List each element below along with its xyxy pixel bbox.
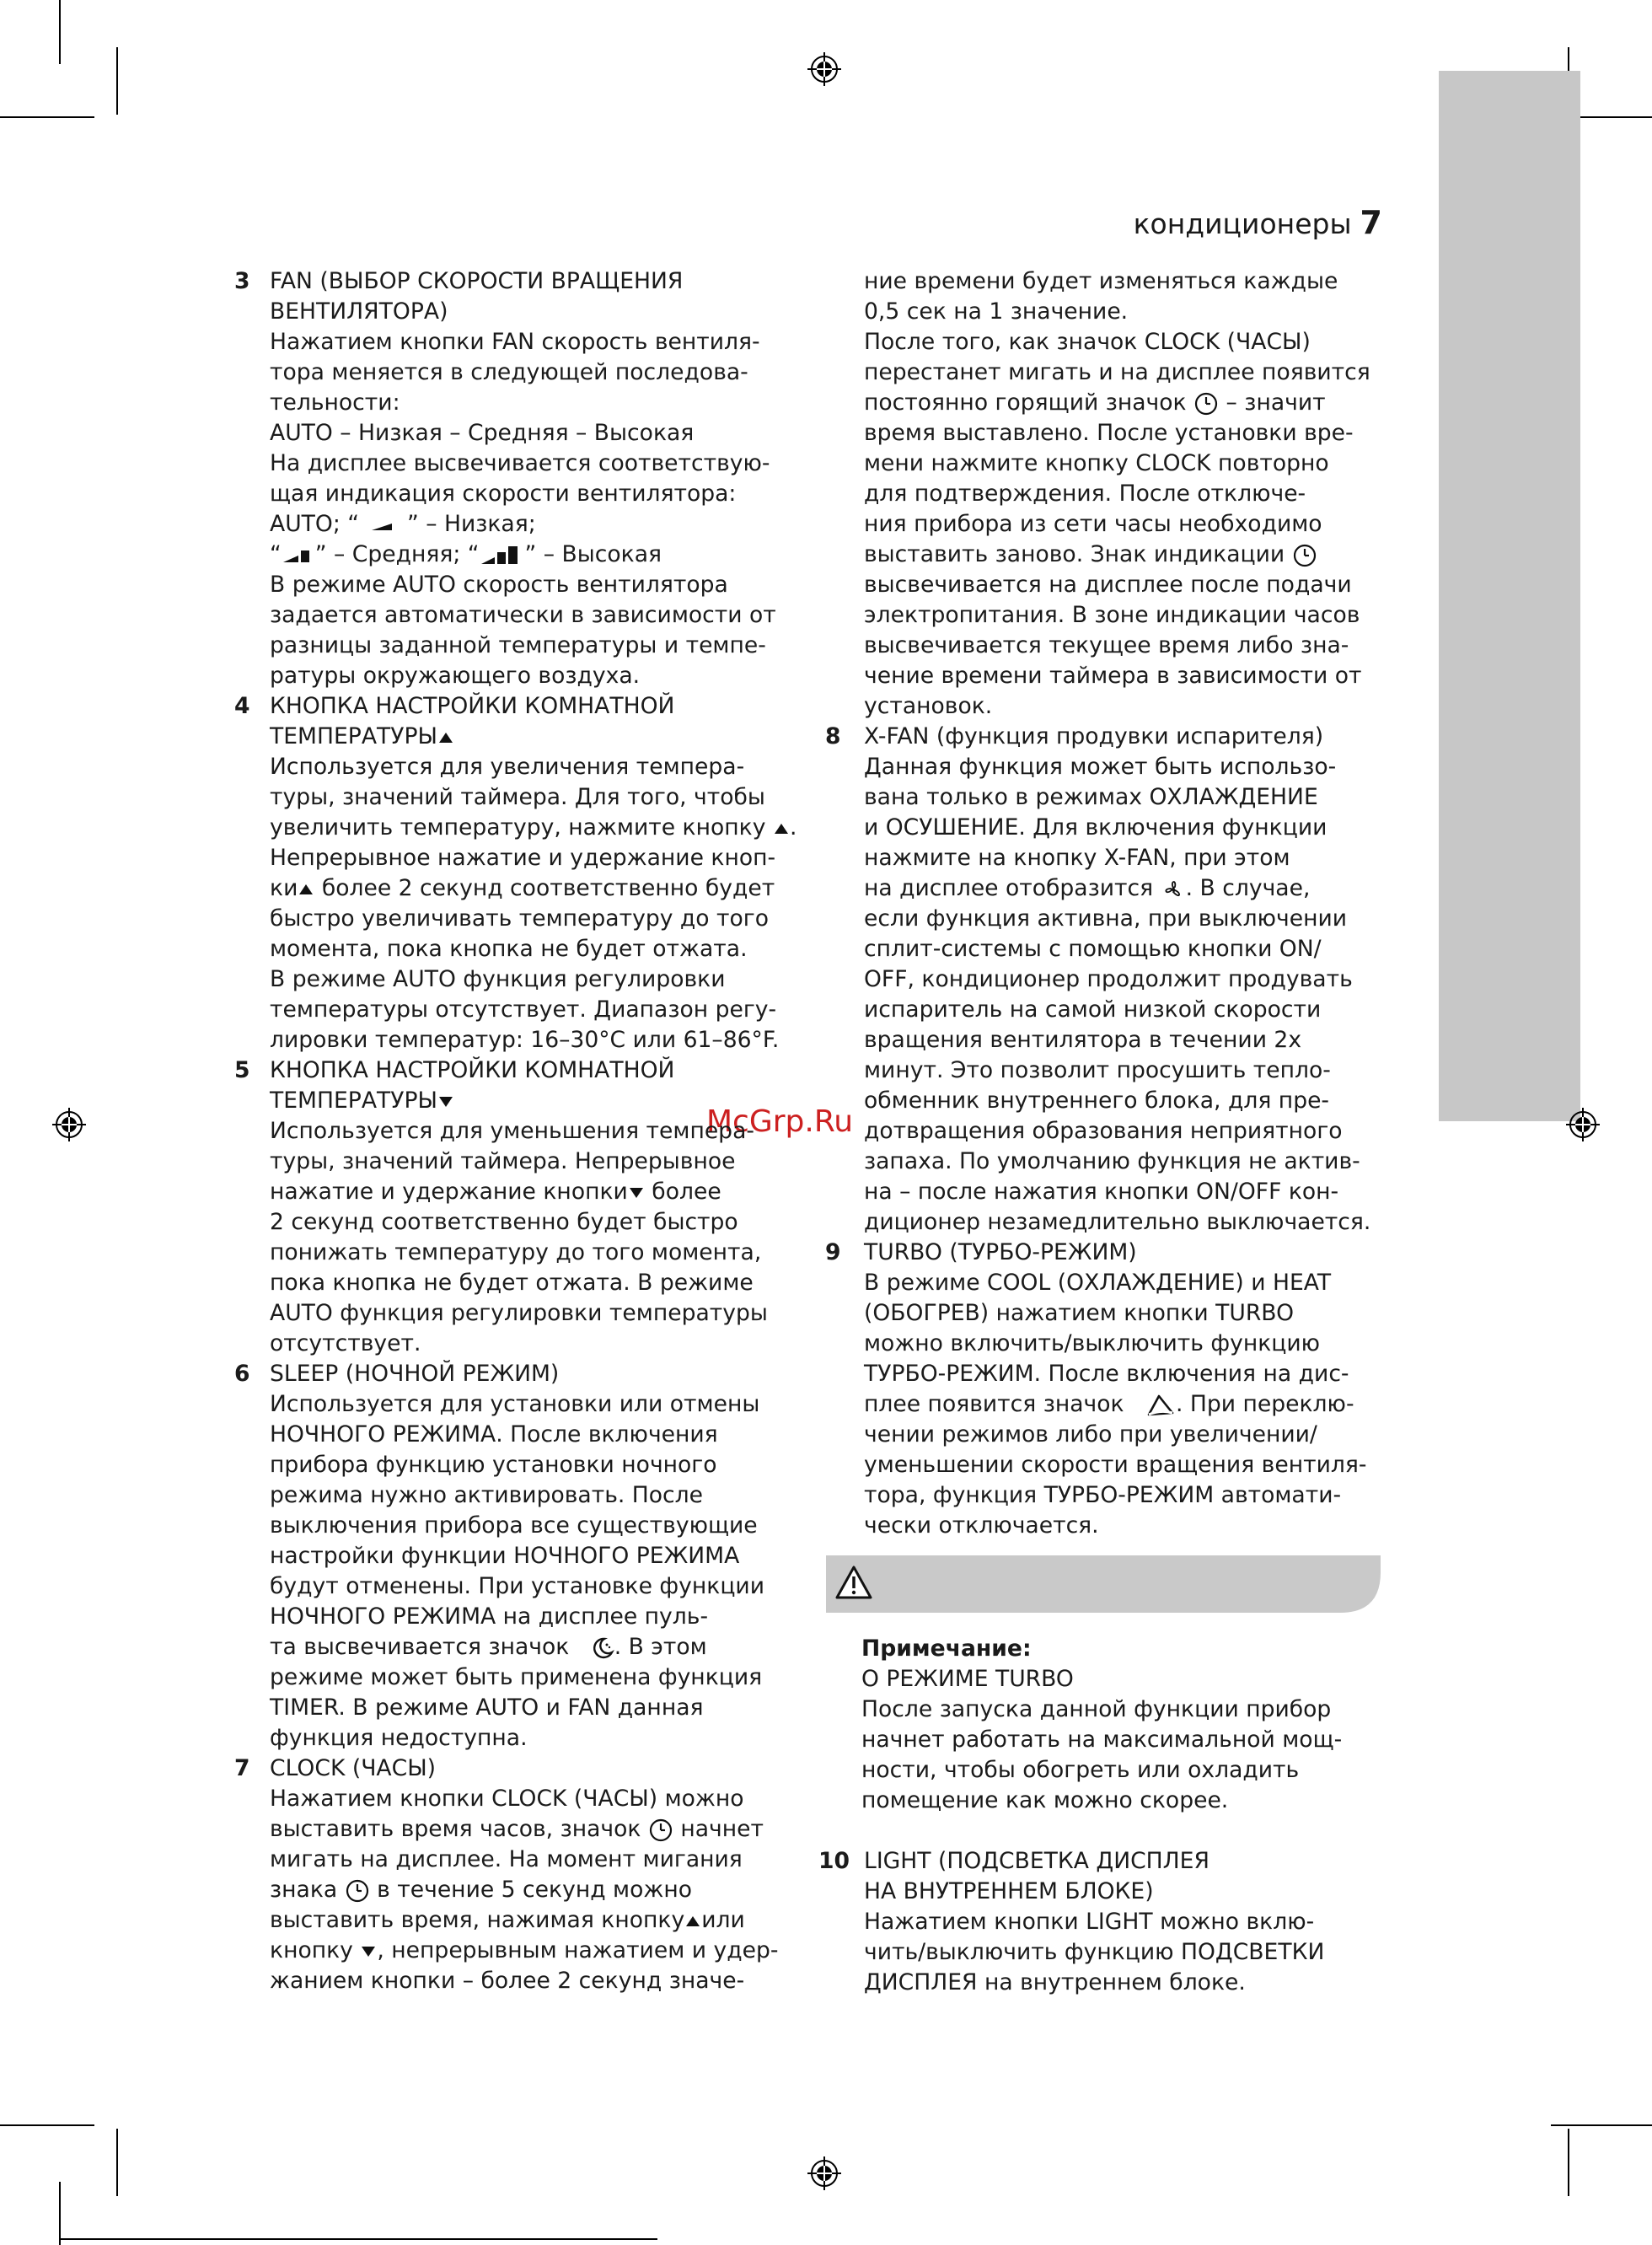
item-text xyxy=(270,1905,801,1936)
item-text: НОЧНОГО РЕЖИМА на дисплее пуль- xyxy=(270,1603,709,1630)
item-heading: КНОПКА НАСТРОЙКИ КОМНАТНОЙ xyxy=(270,693,675,719)
note-title: Примечание: xyxy=(861,1635,1032,1662)
item-text: На дисплее высвечивается соответствую- xyxy=(270,450,770,476)
item-text: 2 секунд соответственно будет быстро xyxy=(270,1209,738,1235)
item-text xyxy=(270,1814,801,1845)
item-text: , непрерывным нажатием и удер- xyxy=(377,1937,779,1963)
item-text: чески отключается. xyxy=(864,1512,1099,1539)
item-text: время выставлено. После установки вре- xyxy=(864,420,1354,446)
item-heading xyxy=(270,1086,801,1116)
item-heading: НА ВНУТРЕННЕМ БЛОКЕ) xyxy=(864,1878,1154,1904)
page-number: 7 xyxy=(1360,204,1382,241)
item-heading: FAN (ВЫБОР СКОРОСТИ ВРАЩЕНИЯ xyxy=(270,268,684,294)
item-text: AUTO; “ xyxy=(270,511,360,537)
item-number: 3 xyxy=(234,268,250,294)
item-text: вана только в режимах ОХЛАЖДЕНИЕ xyxy=(864,784,1318,810)
item-text: выставить заново. Знак индикации xyxy=(864,541,1285,567)
note-block xyxy=(861,1634,1401,1816)
crop-mark xyxy=(59,2182,61,2245)
arrow-up-icon xyxy=(298,883,314,896)
item-number: 10 xyxy=(818,1848,850,1874)
item-text: Используется для установки или отмены xyxy=(270,1391,760,1417)
item-text: если функция активна, при выключении xyxy=(864,905,1348,932)
item-text: “ xyxy=(270,541,282,567)
item-text: вращения вентилятора в течении 2х xyxy=(864,1027,1302,1053)
item-text: тора меняется в следующей последова- xyxy=(270,359,748,385)
item-text: Используется для увеличения темпера- xyxy=(270,754,745,780)
item-text xyxy=(270,873,801,904)
item-text: испаритель на самой низкой скорости xyxy=(864,996,1322,1023)
item-number: 4 xyxy=(234,693,250,719)
item-text: разницы заданной температуры и темпе- xyxy=(270,632,766,658)
item-heading: ВЕНТИЛЯТОРА) xyxy=(270,298,448,325)
item-heading: X-FAN (функция продувки испарителя) xyxy=(864,723,1324,749)
item-text: ТУРБО-РЕЖИМ. После включения на дис- xyxy=(864,1361,1349,1387)
item-text: . xyxy=(789,814,797,841)
item-text: на – после нажатия кнопки ON/OFF кон- xyxy=(864,1179,1339,1205)
list-item xyxy=(228,1359,801,1754)
item-text: понижать температуру до того момента, xyxy=(270,1239,762,1265)
item-text: жанием кнопки – более 2 секунд значе- xyxy=(270,1968,745,1994)
arrow-up-icon xyxy=(684,1915,701,1928)
side-tab-bar xyxy=(1439,71,1580,1121)
item-text: более xyxy=(652,1179,721,1205)
item-text: ” – Средняя; “ xyxy=(314,541,480,567)
item-number: 8 xyxy=(825,723,841,749)
crop-mark xyxy=(0,2124,94,2126)
item-number: 7 xyxy=(234,1755,250,1781)
item-text: высвечивается на дисплее после подачи xyxy=(864,572,1352,598)
list-item xyxy=(228,266,801,691)
item-text: пока кнопка не будет отжата. В режиме xyxy=(270,1270,754,1296)
item-text: минут. Это позволит просушить тепло- xyxy=(864,1057,1331,1083)
item-text: ДИСПЛЕЯ на внутреннем блоке. xyxy=(864,1969,1246,1995)
item-text: более 2 секунд соответственно будет xyxy=(321,875,775,901)
item-text: обменник внутреннего блока, для пре- xyxy=(864,1088,1330,1114)
turbo-icon xyxy=(1145,1393,1176,1418)
item-text: лировки температур: 16–30°С или 61–86°F. xyxy=(270,1027,780,1053)
arrow-down-icon xyxy=(437,1095,454,1109)
item-text: чении режимов либо при увеличении/ xyxy=(864,1421,1317,1447)
item-text: ния прибора из сети часы необходимо xyxy=(864,511,1322,537)
item-text xyxy=(270,1936,801,1966)
item-text: настройки функции НОЧНОГО РЕЖИМА xyxy=(270,1543,740,1569)
item-text: AUTO функция регулировки температуры xyxy=(270,1300,768,1326)
item-text: ” – Высокая xyxy=(524,541,662,567)
item-text: диционер незамедлительно выключается. xyxy=(864,1209,1371,1235)
item-text: . В этом xyxy=(614,1634,707,1660)
fan-speed-high-icon xyxy=(480,544,525,567)
list-item xyxy=(228,691,801,1055)
item-text: сплит-системы с помощью кнопки ON/ xyxy=(864,936,1322,962)
item-text xyxy=(270,813,801,843)
note-text: После запуска данной функции прибор xyxy=(861,1696,1332,1722)
item-text: или xyxy=(701,1907,745,1933)
item-text: OFF, кондиционер продолжит продувать xyxy=(864,966,1353,992)
item-text: прибора функцию установки ночного xyxy=(270,1452,717,1478)
item-text: тора, функция ТУРБО-РЕЖИМ автомати- xyxy=(864,1482,1342,1508)
page-header xyxy=(1134,204,1382,241)
arrow-up-icon xyxy=(437,731,454,744)
item-text: AUTO – Низкая – Средняя – Высокая xyxy=(270,420,695,446)
item-text: в течение 5 секунд можно xyxy=(377,1877,692,1903)
item-number: 5 xyxy=(234,1057,250,1083)
warning-icon xyxy=(834,1565,873,1600)
crop-mark xyxy=(116,47,118,115)
item-text: увеличить температуру, нажмите кнопку xyxy=(270,814,766,841)
item-text: режима нужно активировать. После xyxy=(270,1482,704,1508)
item-text: выключения прибора все существующие xyxy=(270,1512,758,1539)
item-text: нажатие и удержание кнопки xyxy=(270,1179,628,1205)
crop-mark xyxy=(1551,2124,1652,2126)
arrow-down-icon xyxy=(360,1945,377,1958)
fan-speed-medium-icon xyxy=(282,545,315,566)
list-item xyxy=(228,1055,801,1359)
crop-mark xyxy=(1568,2129,1569,2196)
item-text: выставить время часов, значок xyxy=(270,1816,641,1842)
item-text: та высвечивается значок xyxy=(270,1634,570,1660)
list-item xyxy=(822,1238,1395,1541)
item-text: Нажатием кнопки LIGHT можно вклю- xyxy=(864,1909,1315,1935)
item-text: туры, значений таймера. Для того, чтобы xyxy=(270,784,765,810)
item-text: . При переклю- xyxy=(1175,1391,1354,1417)
crop-mark xyxy=(0,116,94,118)
clock-icon xyxy=(1292,543,1317,568)
item-text: После того, как значок CLOCK (ЧАСЫ) xyxy=(864,329,1311,355)
item-text xyxy=(270,1875,801,1905)
item-text: 0,5 сек на 1 значение. xyxy=(864,298,1129,325)
item-heading: КНОПКА НАСТРОЙКИ КОМНАТНОЙ xyxy=(270,1057,675,1083)
item-text: TIMER. В режиме AUTO и FAN данная xyxy=(270,1694,704,1721)
item-heading: ТЕМПЕРАТУРЫ xyxy=(270,1088,437,1114)
item-text: мигать на дисплее. На момент мигания xyxy=(270,1846,743,1872)
item-text: В режиме AUTO скорость вентилятора xyxy=(270,572,728,598)
list-item xyxy=(822,722,1395,1238)
right-column xyxy=(822,266,1395,1541)
item-text: Нажатием кнопки FAN скорость вентиля- xyxy=(270,329,760,355)
item-text: ки xyxy=(270,875,298,901)
item-text xyxy=(864,540,1395,570)
item-10-block xyxy=(818,1846,1395,1998)
item-text: мени нажмите кнопку CLOCK повторно xyxy=(864,450,1329,476)
clock-icon xyxy=(1193,391,1219,416)
item-text: НОЧНОГО РЕЖИМА. После включения xyxy=(270,1421,718,1447)
note-text: помещение как можно скорее. xyxy=(861,1787,1229,1813)
list-item-continued xyxy=(822,266,1395,722)
header-title: кондиционеры xyxy=(1133,207,1352,240)
item-text: ратуры окружающего воздуха. xyxy=(270,663,641,689)
item-heading: CLOCK (ЧАСЫ) xyxy=(270,1755,437,1781)
item-text xyxy=(270,1177,801,1207)
registration-mark-icon xyxy=(1566,1108,1600,1141)
item-text: высвечивается текущее время либо зна- xyxy=(864,632,1349,658)
item-text: нажмите на кнопку X-FAN, при этом xyxy=(864,845,1290,871)
item-text: В режиме AUTO функция регулировки xyxy=(270,966,726,992)
item-text: можно включить/выключить функцию xyxy=(864,1330,1321,1356)
registration-mark-icon xyxy=(807,2156,841,2190)
note-text: ности, чтобы обогреть или охладить xyxy=(861,1757,1300,1783)
item-heading xyxy=(270,722,801,752)
item-text: выставить время, нажимая кнопку xyxy=(270,1907,685,1933)
item-text: уменьшении скорости вращения вентиля- xyxy=(864,1452,1367,1478)
item-text: перестанет мигать и на дисплее появится xyxy=(864,359,1370,385)
left-column xyxy=(228,266,801,1996)
item-text: . В случае, xyxy=(1185,875,1311,901)
item-text: на дисплее отобразится xyxy=(864,875,1154,901)
crop-mark xyxy=(59,0,61,64)
clock-icon xyxy=(648,1818,673,1843)
item-text: Используется для уменьшения темпера- xyxy=(270,1118,754,1144)
item-text xyxy=(864,388,1395,418)
item-text: момента, пока кнопка не будет отжата. xyxy=(270,936,748,962)
item-text: Данная функция может быть использо- xyxy=(864,754,1337,780)
list-item xyxy=(228,1754,801,1996)
item-text: дотвращения образования неприятного xyxy=(864,1118,1343,1144)
item-number: 6 xyxy=(234,1361,250,1387)
item-text: запаха. По умолчанию функция не актив- xyxy=(864,1148,1360,1174)
clock-icon xyxy=(345,1878,370,1904)
item-heading: LIGHT (ПОДСВЕТКА ДИСПЛЕЯ xyxy=(864,1848,1210,1874)
item-text: отсутствует. xyxy=(270,1330,421,1356)
item-text: задается автоматически в зависимости от xyxy=(270,602,776,628)
registration-mark-icon xyxy=(807,52,841,86)
watermark: McGrp.Ru xyxy=(706,1104,854,1139)
item-text: для подтверждения. После отключе- xyxy=(864,481,1306,507)
item-number: 9 xyxy=(825,1239,841,1265)
item-text: туры, значений таймера. Непрерывное xyxy=(270,1148,736,1174)
item-text: (ОБОГРЕВ) нажатием кнопки TURBO xyxy=(864,1300,1295,1326)
fan-speed-low-icon xyxy=(367,517,400,534)
item-text: щая индикация скорости вентилятора: xyxy=(270,481,737,507)
item-heading: ТЕМПЕРАТУРЫ xyxy=(270,723,437,749)
item-text: ” – Низкая; xyxy=(406,511,536,537)
item-text: тельности: xyxy=(270,389,400,416)
item-text: режиме может быть применена функция xyxy=(270,1664,763,1690)
item-text: температуры отсутствует. Диапазон регу- xyxy=(270,996,777,1023)
item-text: функция недоступна. xyxy=(270,1725,528,1751)
warning-band xyxy=(826,1555,1381,1613)
item-text: постоянно горящий значок xyxy=(864,389,1187,416)
list-item xyxy=(818,1846,1395,1998)
note-text: начнет работать на максимальной мощ- xyxy=(861,1727,1343,1753)
note-text: О РЕЖИМЕ TURBO xyxy=(861,1666,1074,1692)
crop-mark xyxy=(116,2129,118,2196)
item-text: Нажатием кнопки CLOCK (ЧАСЫ) можно xyxy=(270,1786,744,1812)
item-text: ние времени будет изменяться каждые xyxy=(864,268,1338,294)
item-text: В режиме COOL (ОХЛАЖДЕНИЕ) и HEAT xyxy=(864,1270,1332,1296)
item-heading: TURBO (ТУРБО-РЕЖИМ) xyxy=(864,1239,1137,1265)
item-text: установок. xyxy=(864,693,993,719)
crop-mark xyxy=(59,2238,657,2240)
item-text: плее появится значок xyxy=(864,1391,1124,1417)
item-heading: SLEEP (НОЧНОЙ РЕЖИМ) xyxy=(270,1361,560,1387)
fan-icon xyxy=(1161,877,1186,902)
item-text: знака xyxy=(270,1877,338,1903)
arrow-down-icon xyxy=(628,1186,645,1200)
item-text xyxy=(270,1632,801,1662)
item-text: чение времени таймера в зависимости от xyxy=(864,663,1362,689)
registration-mark-icon xyxy=(52,1108,86,1141)
item-text xyxy=(270,540,801,570)
item-text: электропитания. В зоне индикации часов xyxy=(864,602,1360,628)
moon-icon xyxy=(591,1636,614,1660)
item-text: быстро увеличивать температуру до того xyxy=(270,905,770,932)
item-text xyxy=(270,509,801,540)
item-text: и ОСУШЕНИЕ. Для включения функции xyxy=(864,814,1328,841)
item-text: будут отменены. При установке функции xyxy=(270,1573,764,1599)
item-text: начнет xyxy=(680,1816,764,1842)
item-text: кнопку xyxy=(270,1937,353,1963)
item-text xyxy=(864,873,1395,904)
item-text: Непрерывное нажатие и удержание кноп- xyxy=(270,845,776,871)
item-text xyxy=(864,1389,1395,1420)
item-text: – значит xyxy=(1226,389,1326,416)
arrow-up-icon xyxy=(773,822,790,835)
item-text: чить/выключить функцию ПОДСВЕТКИ xyxy=(864,1939,1325,1965)
